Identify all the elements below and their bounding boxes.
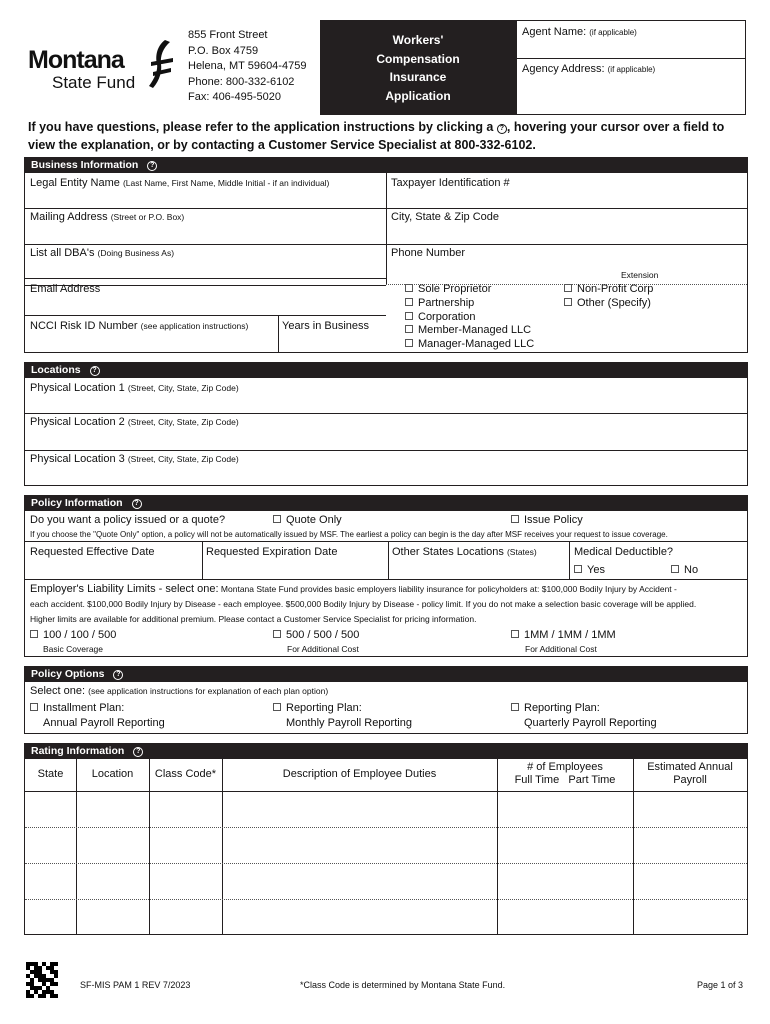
years-in-business-field[interactable] [282, 320, 369, 332]
field-label: City, State & Zip Code [391, 211, 500, 223]
field-hint: (Street, City, State, Zip Code) [127, 383, 239, 393]
qr-code-icon [26, 962, 58, 998]
checkbox-icon[interactable] [30, 630, 38, 638]
col-description: Description of Employee Duties [282, 768, 437, 780]
col-payroll-line1: Estimated Annual [647, 761, 733, 773]
section-header [25, 744, 747, 759]
field-label: Taxpayer Identification # [391, 177, 510, 189]
section-header [25, 158, 747, 173]
option-label: Reporting Plan: [286, 702, 362, 714]
option-label: Quote Only [286, 514, 342, 526]
help-circle-icon[interactable]: ? [133, 747, 143, 757]
ncci-risk-id-field[interactable] [30, 320, 248, 332]
option-sublabel: Annual Payroll Reporting [43, 717, 165, 729]
checkbox-icon[interactable] [405, 339, 413, 347]
limits-text: Montana State Fund provides basic employers liability insurance for policyholders at: $100,000 Bodily Injury by Accident - [218, 584, 677, 594]
checkbox-icon[interactable] [273, 630, 281, 638]
checkbox-icon[interactable] [405, 298, 413, 306]
field-label: Mailing Address [30, 211, 108, 223]
medical-yes-option[interactable] [574, 564, 605, 576]
field-hint: (Street or P.O. Box) [110, 212, 185, 222]
field-label: Physical Location 1 [30, 382, 125, 394]
field-label: Legal Entity Name [30, 177, 120, 189]
limits-option-500[interactable] [273, 629, 359, 641]
entity-option-other[interactable] [564, 297, 653, 311]
option-sublabel: Quarterly Payroll Reporting [524, 717, 657, 729]
field-label: Other States Locations [392, 546, 504, 558]
phone-number-field[interactable] [391, 247, 465, 259]
option-subtext: Basic Coverage [43, 644, 104, 654]
help-circle-icon[interactable]: ? [113, 670, 123, 680]
section-title: Policy Information [31, 497, 123, 509]
title-line: Workers' [392, 33, 444, 47]
option-label: Sole Proprietor [418, 283, 492, 295]
legal-entity-name-field[interactable] [30, 177, 329, 189]
expiration-date-field[interactable]: Requested Expiration Date [206, 546, 338, 558]
field-hint: (see application instructions) [140, 321, 249, 331]
address-phone: Phone: 800-332-6102 [188, 75, 295, 88]
checkbox-icon[interactable] [405, 312, 413, 320]
rating-information-section [24, 743, 748, 935]
field-hint: (Street, City, State, Zip Code) [127, 454, 239, 464]
logo-line2: State Fund [52, 73, 136, 92]
col-employees [497, 761, 633, 787]
option-subtext: For Additional Cost [287, 644, 359, 654]
quote-note: If you choose the "Quote Only" option, a policy will not be automatically issued by MSF. The earliest a policy can begin is the day after MSF receives your request to issue coverage. [30, 530, 668, 539]
taxpayer-id-field[interactable] [391, 177, 510, 189]
option-label: Installment Plan: [43, 702, 125, 714]
field-label: NCCI Risk ID Number [30, 320, 138, 332]
col-state: State [37, 768, 64, 780]
agent-name-label: Agent Name: [522, 26, 587, 38]
locations-section [24, 362, 748, 486]
monthly-reporting-option[interactable] [273, 701, 412, 731]
checkbox-icon[interactable] [511, 703, 519, 711]
option-label: Corporation [418, 310, 476, 323]
form-id: SF-MIS PAM 1 REV 7/2023 [80, 980, 191, 990]
section-header [25, 496, 747, 511]
col-part-time: Part Time [568, 774, 616, 786]
field-hint: (Doing Business As) [97, 248, 175, 258]
policy-information-section [24, 495, 748, 657]
option-label: Other (Specify) [577, 296, 651, 309]
option-label: Yes [587, 564, 605, 576]
address-line: P.O. Box 4759 [188, 44, 259, 57]
checkbox-icon[interactable] [273, 703, 281, 711]
address-line: 855 Front Street [188, 29, 268, 41]
checkbox-icon[interactable] [564, 284, 572, 292]
col-full-time: Full Time [514, 774, 560, 786]
company-address [188, 28, 306, 106]
agent-name-field[interactable] [517, 21, 745, 59]
option-label: Reporting Plan: [524, 702, 600, 714]
field-hint: (Last Name, First Name, Middle Initial - if an individual) [122, 178, 330, 188]
limits-option-basic[interactable] [30, 629, 116, 641]
medical-deductible-label: Medical Deductible? [574, 546, 674, 558]
option-label: Issue Policy [524, 514, 583, 526]
option-label: 100 / 100 / 500 [43, 629, 117, 641]
option-label: Partnership [418, 296, 475, 309]
col-class-code: Class Code* [154, 768, 217, 780]
select-one-label [30, 685, 328, 697]
entity-option-partnership[interactable] [405, 297, 534, 311]
business-information-section [24, 157, 748, 353]
limits-option-1mm[interactable] [511, 629, 616, 641]
issue-policy-option[interactable] [511, 514, 583, 526]
other-states-field[interactable] [392, 546, 537, 558]
quote-only-option[interactable] [273, 514, 342, 526]
section-title: Policy Options [31, 668, 105, 680]
dba-field[interactable] [30, 247, 174, 259]
help-circle-icon[interactable]: ? [90, 366, 100, 376]
logo-emblem-icon [145, 38, 177, 90]
limits-label: Employer's Liability Limits - select one: [30, 583, 219, 595]
effective-date-field[interactable]: Requested Effective Date [30, 546, 155, 558]
field-label: List all DBA's [30, 247, 95, 259]
option-label: Manager-Managed LLC [418, 338, 535, 351]
section-title: Business Information [31, 159, 139, 171]
title-line: Application [385, 88, 451, 103]
checkbox-icon[interactable] [511, 630, 519, 638]
field-label: Physical Location 2 [30, 416, 125, 428]
agent-box [516, 20, 746, 115]
quarterly-reporting-option[interactable] [511, 701, 657, 731]
option-label: 500 / 500 / 500 [286, 629, 360, 641]
entity-option-member-managed-llc[interactable] [405, 324, 534, 338]
policy-options-section [24, 666, 748, 734]
entity-type-options [405, 283, 534, 352]
option-subtext: For Additional Cost [525, 644, 597, 654]
checkbox-icon[interactable] [564, 298, 572, 306]
field-label: Phone Number [391, 247, 465, 259]
option-sublabel: Monthly Payroll Reporting [286, 717, 412, 729]
field-label: Years in Business [282, 320, 370, 332]
intro-part1: If you have questions, please refer to the application instructions by clicking a [28, 120, 494, 134]
intro-text [28, 118, 748, 154]
checkbox-icon[interactable] [405, 325, 413, 333]
col-location: Location [91, 768, 134, 780]
checkbox-icon[interactable] [671, 565, 679, 573]
address-line: Helena, MT 59604-4759 [188, 60, 307, 72]
col-employees-title: # of Employees [527, 761, 603, 773]
form-title [320, 20, 516, 115]
checkbox-icon[interactable] [30, 703, 38, 711]
checkbox-icon[interactable] [511, 515, 519, 523]
policy-question: Do you want a policy issued or a quote? [30, 514, 226, 526]
section-title: Locations [31, 364, 81, 376]
entity-option-corporation[interactable] [405, 311, 534, 325]
field-hint: (Street, City, State, Zip Code) [127, 417, 239, 427]
entity-option-non-profit[interactable] [564, 283, 653, 297]
agency-address-hint: (if applicable) [607, 65, 656, 74]
section-title: Rating Information [31, 745, 125, 757]
extension-label: Extension [621, 270, 659, 280]
option-label: Non-Profit Corp [577, 283, 654, 295]
field-hint: (States) [506, 547, 537, 557]
col-payroll-line2: Payroll [673, 774, 707, 786]
field-label: Select one: [30, 685, 86, 697]
page-number: Page 1 of 3 [697, 980, 744, 990]
checkbox-icon[interactable] [574, 565, 582, 573]
address-fax: Fax: 406-495-5020 [188, 91, 281, 103]
intro-part2: , hovering your cursor over a field to view the explanation, or by contacting a Customer Service Specialist at 800-332-6102. [28, 120, 725, 152]
field-hint: (see application instructions for explanation of each plan option) [88, 686, 329, 696]
class-code-note: *Class Code is determined by Montana State Fund. [300, 980, 506, 990]
title-line: Insurance [389, 70, 447, 84]
mailing-address-field[interactable] [30, 211, 184, 223]
logo-line1: Montana [28, 46, 124, 74]
entity-type-options-right [564, 283, 653, 311]
agency-address-label: Agency Address: [522, 63, 605, 75]
option-label: Member-Managed LLC [418, 324, 532, 337]
section-header [25, 363, 747, 378]
option-label: 1MM / 1MM / 1MM [524, 629, 616, 641]
physical-location-2-field[interactable] [30, 416, 239, 428]
city-state-zip-field[interactable] [391, 211, 499, 223]
installment-plan-option[interactable] [30, 701, 165, 731]
col-payroll [633, 761, 747, 787]
help-circle-icon: ? [497, 124, 507, 134]
help-circle-icon[interactable]: ? [132, 499, 142, 509]
field-label: Email Address [30, 283, 101, 295]
medical-no-option[interactable] [671, 564, 698, 576]
title-line: Compensation [376, 51, 460, 66]
help-circle-icon[interactable]: ? [147, 161, 157, 171]
limits-text-3: Higher limits are available for additional premium. Please contact a Customer Service Specialist for pricing information. [30, 614, 477, 624]
limits-text-2: each accident. $100,000 Bodily Injury by Disease - each employee. $500,000 Bodily Injury by Disease - policy limit. If you do not make a selection basic coverage will be applied. [30, 599, 697, 609]
physical-location-3-field[interactable] [30, 453, 239, 465]
employer-liability-text [30, 583, 677, 595]
email-address-field[interactable] [30, 283, 100, 295]
entity-option-manager-managed-llc[interactable] [405, 338, 534, 352]
option-label: No [684, 564, 699, 576]
field-label: Physical Location 3 [30, 453, 125, 465]
physical-location-1-field[interactable] [30, 382, 239, 394]
checkbox-icon[interactable] [405, 284, 413, 292]
montana-state-fund-logo [28, 38, 178, 96]
agency-address-field[interactable] [517, 59, 745, 75]
checkbox-icon[interactable] [273, 515, 281, 523]
section-header [25, 667, 747, 682]
entity-option-sole-proprietor[interactable] [405, 283, 534, 297]
agent-name-hint: (if applicable) [589, 28, 637, 37]
